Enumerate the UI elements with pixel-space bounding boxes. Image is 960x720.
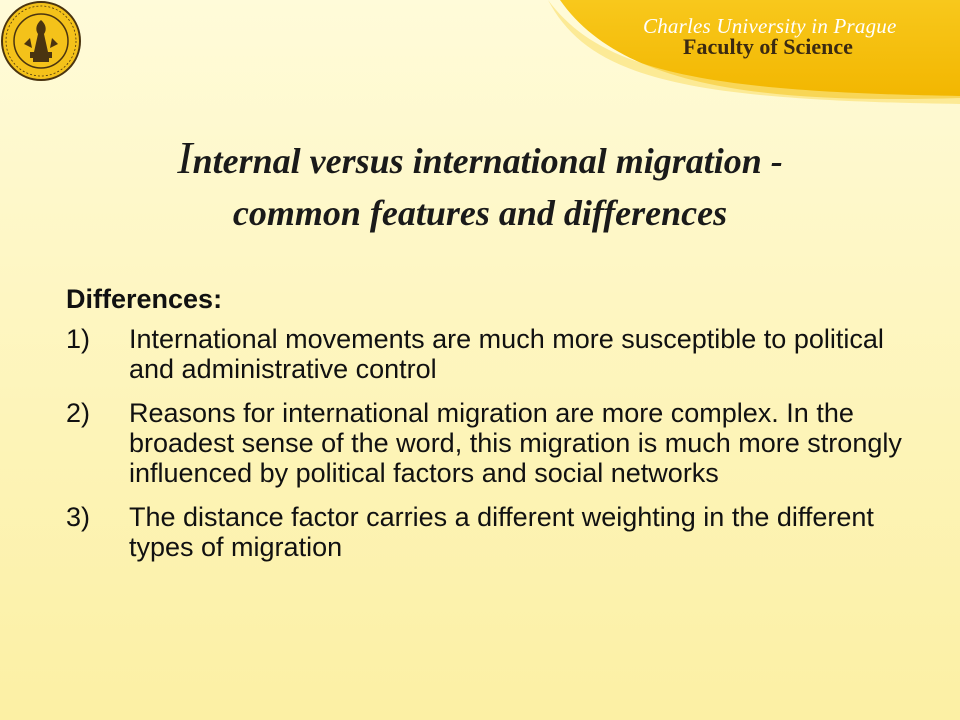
title-line2: common features and differences xyxy=(232,193,728,233)
list-number: 1) xyxy=(66,324,91,354)
list-number: 3) xyxy=(66,502,91,532)
university-name: Charles University in Prague xyxy=(643,14,897,38)
list-number: 2) xyxy=(66,398,91,428)
list-item xyxy=(66,502,926,562)
list-text: International movements are much more susceptible to political and administrative control xyxy=(129,324,884,384)
faculty-name: Faculty of Science xyxy=(683,34,853,59)
university-seal-logo xyxy=(0,0,82,82)
header-banner xyxy=(0,0,960,104)
list-text: Reasons for international migration are more complex. In the broadest sense of the word, this migration is much more strongly influenced by political factors and social networks xyxy=(129,398,902,488)
title-initial: I xyxy=(177,132,193,183)
differences-heading: Differences: xyxy=(66,284,223,314)
list-text: The distance factor carries a different weighting in the different types of migration xyxy=(129,502,874,562)
slide-body xyxy=(66,284,926,576)
list-item xyxy=(66,398,926,488)
list-item xyxy=(66,324,926,384)
slide-title xyxy=(60,132,900,239)
title-line1: nternal versus international migration - xyxy=(192,141,783,181)
